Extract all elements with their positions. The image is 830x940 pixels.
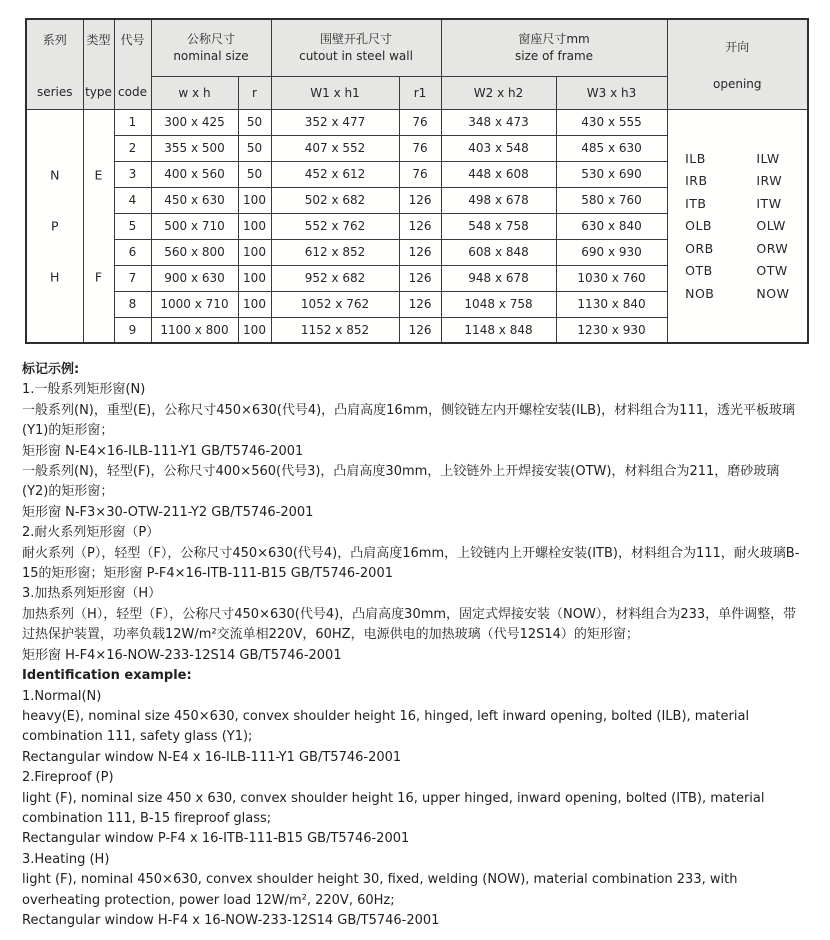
opening-code: IRW	[756, 173, 783, 189]
w2xh2-cell: 348 x 473	[441, 109, 556, 135]
w2xh2-cell: 1148 x 848	[441, 317, 556, 343]
wxh-cell: 1100 x 800	[151, 317, 238, 343]
w3xh3-cell: 1230 x 930	[556, 317, 667, 343]
note-line: 矩形窗 N-E4×16-ILB-111-Y1 GB/T5746-2001	[22, 443, 304, 459]
spec-table-header	[26, 19, 808, 109]
w2xh2-cell: 548 x 758	[441, 213, 556, 239]
opening-code: NOB	[685, 285, 715, 301]
opening-code: ITB	[685, 195, 707, 211]
w3xh3-cell: 485 x 630	[556, 135, 667, 161]
spec-table	[25, 18, 809, 344]
w3xh3-cell: 630 x 840	[556, 213, 667, 239]
opening-code: OLB	[685, 218, 712, 234]
code-cell: 5	[114, 213, 151, 239]
w3xh3-cell: 1130 x 840	[556, 291, 667, 317]
col-header-nominal-size-zh: 公称尺寸	[187, 31, 236, 46]
w2xh2-cell: 1048 x 758	[441, 291, 556, 317]
w2xh2-cell: 403 x 548	[441, 135, 556, 161]
r-cell: 100	[238, 187, 271, 213]
note-line: 3.Heating (H)	[22, 851, 110, 867]
spec-table-row	[26, 109, 808, 135]
note-line: 矩形窗 H-F4×16-NOW-233-12S14 GB/T5746-2001	[22, 647, 342, 663]
code-cell: 9	[114, 317, 151, 343]
note-line: light (F), nominal 450×630, convex shoulder height 30, fixed, welding (NOW), material combination 233, with overheating protection, power load 12W/m², 220V, 60Hz;	[22, 872, 738, 908]
col-header-series	[26, 19, 83, 109]
w1xh1-cell: 407 x 552	[271, 135, 399, 161]
w3xh3-cell: 530 x 690	[556, 161, 667, 187]
note-line: light (F), nominal size 450 x 630, convex shoulder height 16, upper hinged, inward opening, bolted (ITB), material combination 111, B-15 fireproof glass;	[22, 790, 765, 826]
code-cell: 6	[114, 239, 151, 265]
w2xh2-cell: 948 x 678	[441, 265, 556, 291]
w1xh1-cell: 1052 x 762	[271, 291, 399, 317]
col-header-code-zh: 代号	[120, 33, 145, 48]
col-header-series-en: series	[36, 85, 73, 100]
col-header-code	[114, 19, 151, 109]
note-line: 一般系列(N)，重型(E)，公称尺寸450×630(代号4)，凸肩高度16mm，侧铰链左内开螺栓安装(ILB)，材料组合为111，透光平板玻璃(Y1)的矩形窗；	[22, 402, 795, 439]
r1-cell: 126	[399, 187, 441, 213]
col-header-type-zh: 类型	[86, 33, 111, 48]
note-line: 1.一般系列矩形窗(N)	[22, 382, 146, 398]
w1xh1-cell: 612 x 852	[271, 239, 399, 265]
col-header-opening	[667, 19, 808, 109]
opening-code: ITW	[756, 195, 782, 211]
w3xh3-cell: 580 x 760	[556, 187, 667, 213]
w1xh1-cell: 952 x 682	[271, 265, 399, 291]
wxh-cell: 900 x 630	[151, 265, 238, 291]
note-line: 2.耐火系列矩形窗（P）	[22, 525, 160, 541]
r-cell: 100	[238, 213, 271, 239]
r-cell: 100	[238, 291, 271, 317]
r-cell: 50	[238, 135, 271, 161]
opening-code: OTW	[756, 263, 788, 279]
note-line: 2.Fireproof (P)	[22, 770, 114, 786]
series-label: P	[50, 218, 59, 234]
col-header-cutout-en: cutout in steel wall	[299, 48, 413, 63]
note-line: 3.加热系列矩形窗（H）	[22, 586, 162, 602]
note-line: 加热系列（H），轻型（F），公称尺寸450×630(代号4)，凸肩高度30mm，固定式焊接安装（NOW），材料组合为233，单件调整，带过热保护装置，功率负载12W/m²交流单相220V，60HZ，电源供电的加热玻璃（代号12S14）的矩形窗；	[22, 606, 797, 643]
r1-cell: 76	[399, 161, 441, 187]
r-cell: 50	[238, 109, 271, 135]
r1-cell: 76	[399, 109, 441, 135]
note-line: Rectangular window P-F4 x 16-ITB-111-B15 GB/T5746-2001	[22, 831, 410, 847]
col-header-type	[83, 19, 114, 109]
note-line: 耐火系列（P），轻型（F），公称尺寸450×630(代号4)，凸肩高度16mm，上铰链内上开螺栓安装(ITB)，材料组合为111，耐火玻璃B-15的矩形窗；矩形窗 P-F4×16-ITB-111-B15 GB/T5746-2001	[22, 545, 800, 582]
code-cell: 8	[114, 291, 151, 317]
w1xh1-cell: 352 x 477	[271, 109, 399, 135]
wxh-cell: 450 x 630	[151, 187, 238, 213]
code-cell: 4	[114, 187, 151, 213]
w1xh1-cell: 1152 x 852	[271, 317, 399, 343]
col-header-nominal-size	[151, 19, 271, 76]
col-header-r1: r1	[399, 76, 441, 109]
wxh-cell: 500 x 710	[151, 213, 238, 239]
opening-code: ILB	[685, 150, 706, 166]
col-header-wxh: w x h	[151, 76, 238, 109]
wxh-cell: 560 x 800	[151, 239, 238, 265]
series-cell	[26, 109, 83, 343]
col-header-frame-size	[441, 19, 667, 76]
col-header-w1xh1: W1 x h1	[271, 76, 399, 109]
code-cell: 3	[114, 161, 151, 187]
col-header-opening-zh: 开向	[725, 40, 750, 54]
opening-codes-grid	[668, 151, 808, 301]
wxh-cell: 355 x 500	[151, 135, 238, 161]
w2xh2-cell: 448 x 608	[441, 161, 556, 187]
w3xh3-cell: 430 x 555	[556, 109, 667, 135]
note-line: Rectangular window N-E4 x 16-ILB-111-Y1 GB/T5746-2001	[22, 749, 402, 765]
type-cell	[83, 109, 114, 343]
w2xh2-cell: 608 x 848	[441, 239, 556, 265]
col-header-frame-size-en: size of frame	[515, 48, 594, 63]
w3xh3-cell: 690 x 930	[556, 239, 667, 265]
w1xh1-cell: 452 x 612	[271, 161, 399, 187]
col-header-w3xh3: W3 x h3	[556, 76, 667, 109]
notes-zh-lines	[22, 380, 800, 666]
r-cell: 100	[238, 239, 271, 265]
type-label: F	[94, 269, 103, 285]
r1-cell: 126	[399, 317, 441, 343]
series-label: N	[50, 167, 60, 183]
type-label: E	[94, 167, 103, 183]
col-header-series-zh: 系列	[42, 33, 67, 48]
opening-code: OTB	[685, 263, 713, 279]
opening-codes-cell	[667, 109, 808, 343]
r-cell: 50	[238, 161, 271, 187]
opening-code: ILW	[756, 150, 780, 166]
col-header-w2xh2: W2 x h2	[441, 76, 556, 109]
col-header-r: r	[238, 76, 271, 109]
col-header-cutout	[271, 19, 441, 76]
note-line: 1.Normal(N)	[22, 688, 102, 704]
spec-table-body	[26, 109, 808, 343]
wxh-cell: 400 x 560	[151, 161, 238, 187]
w1xh1-cell: 502 x 682	[271, 187, 399, 213]
w2xh2-cell: 498 x 678	[441, 187, 556, 213]
r1-cell: 126	[399, 213, 441, 239]
notes-section	[22, 360, 810, 931]
opening-code: ORW	[756, 240, 789, 256]
wxh-cell: 300 x 425	[151, 109, 238, 135]
code-cell: 2	[114, 135, 151, 161]
r-cell: 100	[238, 265, 271, 291]
opening-code: OLW	[756, 218, 786, 234]
w3xh3-cell: 1030 x 760	[556, 265, 667, 291]
series-label: H	[50, 269, 60, 285]
r-cell: 100	[238, 317, 271, 343]
col-header-frame-size-zh: 窗座尺寸mm	[518, 31, 590, 46]
notes-en-title: Identification example:	[22, 668, 192, 684]
note-line: heavy(E), nominal size 450×630, convex shoulder height 16, hinged, left inward opening, bolted (ILB), material combination 111, safety glass (Y1);	[22, 708, 750, 745]
col-header-nominal-size-en: nominal size	[173, 48, 249, 63]
col-header-opening-en: opening	[713, 76, 762, 91]
note-line: 一般系列(N)，轻型(F)，公称尺寸400×560(代号3)，凸肩高度30mm，上铰链外上开焊接安装(OTW)，材料组合为211，磨砂玻璃(Y2)的矩形窗；	[22, 464, 780, 500]
opening-code: IRB	[685, 173, 708, 189]
code-cell: 7	[114, 265, 151, 291]
r1-cell: 76	[399, 135, 441, 161]
r1-cell: 126	[399, 265, 441, 291]
col-header-code-en: code	[118, 85, 147, 100]
wxh-cell: 1000 x 710	[151, 291, 238, 317]
r1-cell: 126	[399, 239, 441, 265]
note-line: 矩形窗 N-F3×30-OTW-211-Y2 GB/T5746-2001	[22, 504, 314, 520]
opening-code: ORB	[685, 240, 714, 256]
note-line: Rectangular window H-F4 x 16-NOW-233-12S14 GB/T5746-2001	[22, 912, 440, 928]
code-cell: 1	[114, 109, 151, 135]
notes-zh-title: 标记示例:	[22, 362, 80, 377]
opening-code: NOW	[756, 285, 790, 301]
notes-en-lines	[22, 687, 800, 932]
r1-cell: 126	[399, 291, 441, 317]
col-header-cutout-zh: 围壁开孔尺寸	[320, 31, 393, 46]
col-header-type-en: type	[85, 85, 112, 100]
w1xh1-cell: 552 x 762	[271, 213, 399, 239]
